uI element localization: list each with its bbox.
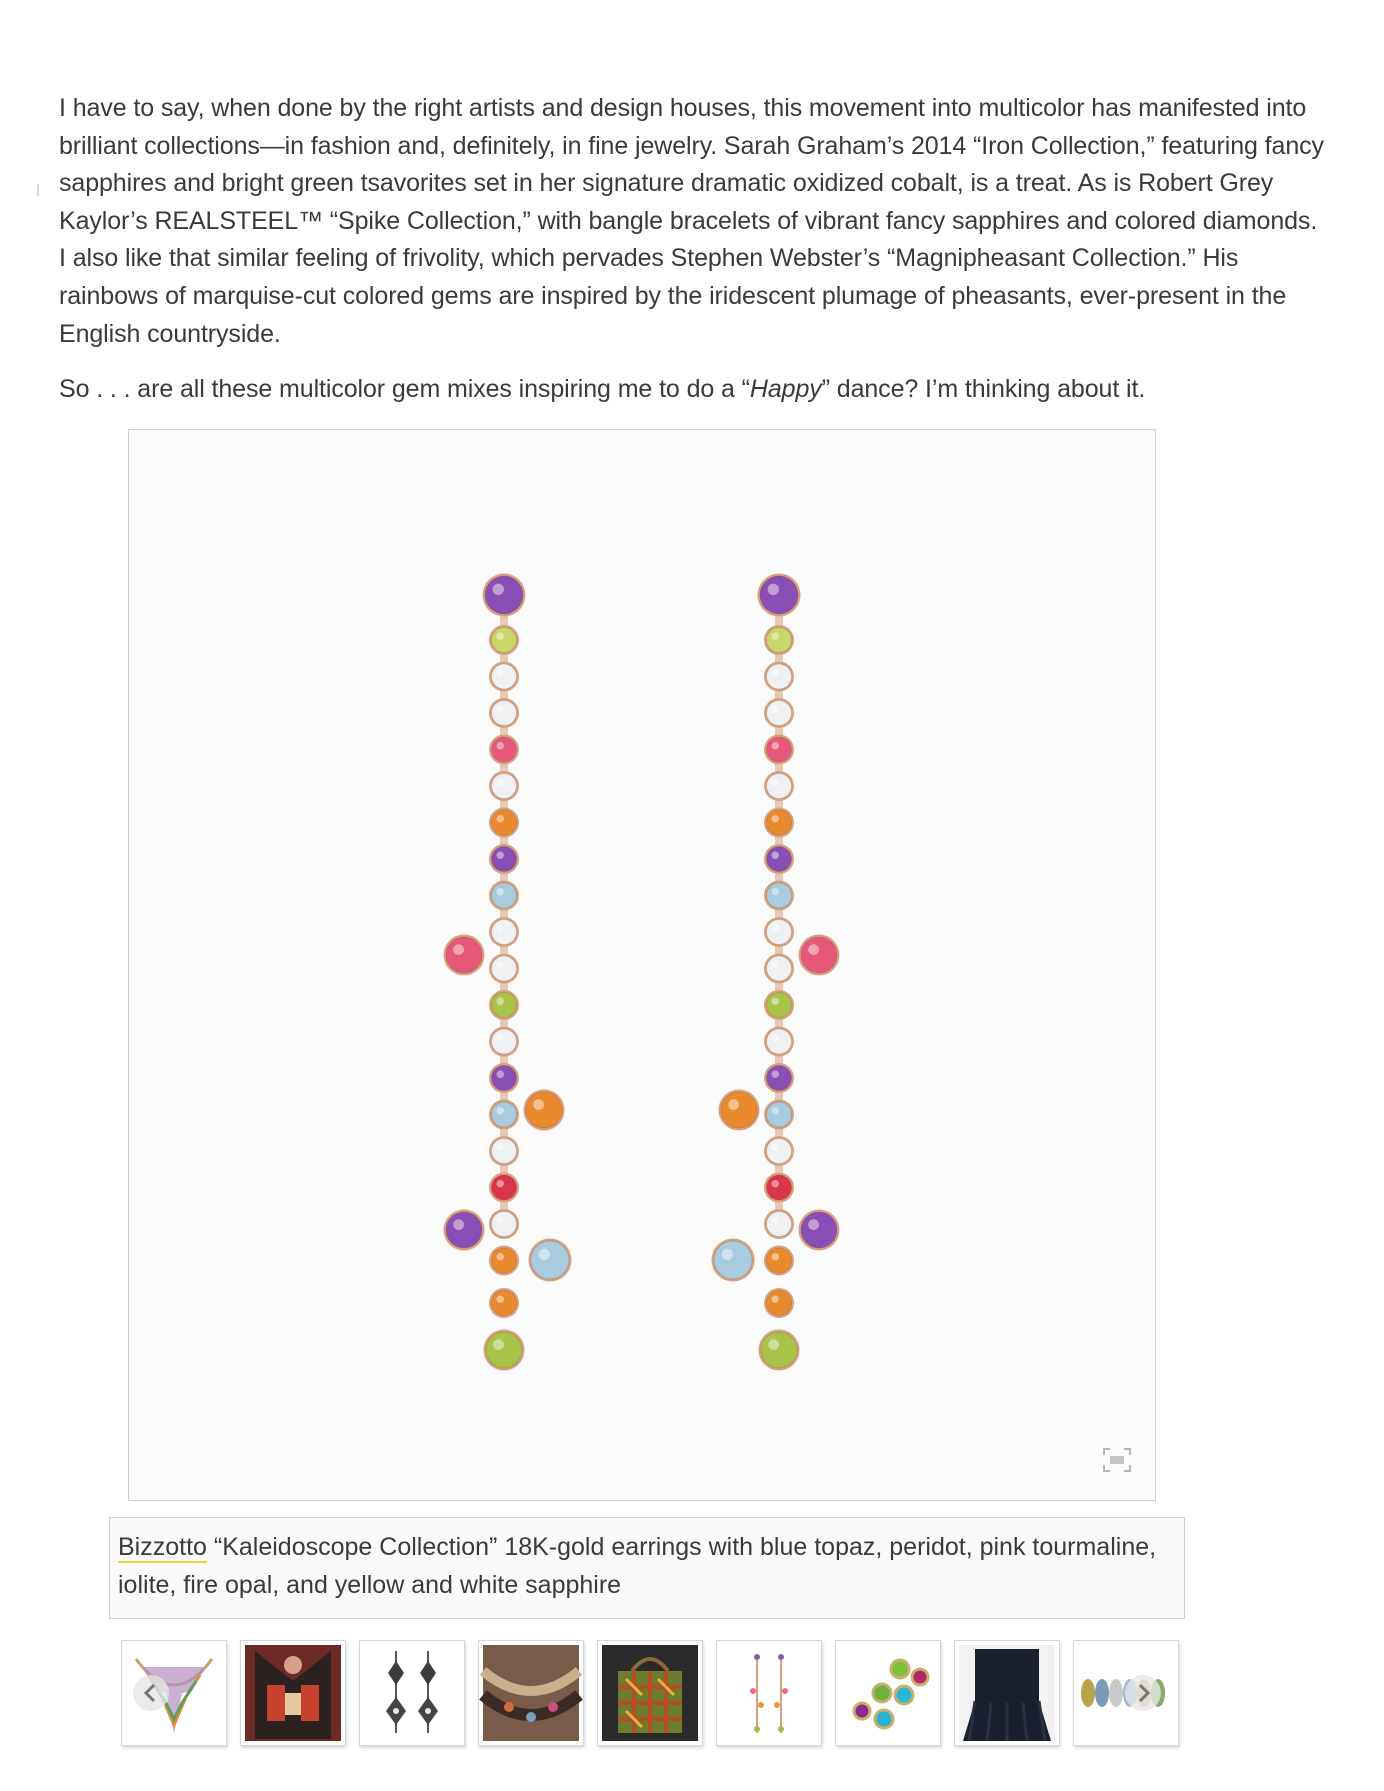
gallery-prev-button[interactable] xyxy=(133,1675,169,1711)
gallery-main-image[interactable] xyxy=(128,429,1156,1501)
margin-mark xyxy=(37,184,39,196)
fullscreen-icon[interactable] xyxy=(1101,1446,1133,1474)
chevron-left-icon xyxy=(133,1675,169,1711)
article-paragraph: I have to say, when done by the right artists and design houses, this movement into multicolor has manifested into brilliant collections—in fashion and, definitely, in fine jewelry. Sarah Graham’s 2014 “Iron Collection,” featuring fancy sapphires and bright green tsavorites set in her signature dramatic oxidized cobalt, is a treat. As is Robert Grey Kaylor’s REALSTEEL™ “Spike Collection,” with bangle bracelets of vibrant fancy sapphires and colored diamonds. I also like that similar feeling of frivolity, which pervades Stephen Webster’s “Magnipheasant Collection.” His rainbows of marquise-cut colored gems are inspired by the iridescent plumage of pheasants, ever-present in the English countryside. xyxy=(59,94,1324,348)
thumbnail-strip xyxy=(121,1637,1185,1753)
thumbnail-multicolor-handbag[interactable] xyxy=(597,1640,703,1746)
caption-text: “Kaleidoscope Collection” 18K-gold earrings with blue topaz, peridot, pink tourmaline, iolite, fire opal, and yellow and white sapphire xyxy=(118,1533,1157,1599)
emphasized-text: Happy xyxy=(749,375,822,404)
thumbnail-black-drop-earrings[interactable] xyxy=(359,1640,465,1746)
designer-link[interactable]: Bizzotto xyxy=(118,1533,207,1561)
paragraph-text: ” dance? I’m thinking about it. xyxy=(821,375,1146,404)
thumbnail-gemstone-line-earrings[interactable] xyxy=(716,1640,822,1746)
chevron-right-icon xyxy=(1125,1675,1161,1711)
article-paragraph xyxy=(59,371,1329,409)
image-caption xyxy=(109,1517,1185,1619)
thumbnail-colored-gem-studs[interactable] xyxy=(835,1640,941,1746)
thumbnail-beaded-necklace[interactable] xyxy=(478,1640,584,1746)
earrings-photo xyxy=(129,430,1155,1500)
paragraph-text: So . . . are all these multicolor gem mixes inspiring me to do a “ xyxy=(59,375,750,404)
thumbnail-navy-dress[interactable] xyxy=(954,1640,1060,1746)
gallery-next-button[interactable] xyxy=(1125,1675,1161,1711)
thumbnail-runway-garment[interactable] xyxy=(240,1640,346,1746)
article-body xyxy=(59,90,1329,427)
